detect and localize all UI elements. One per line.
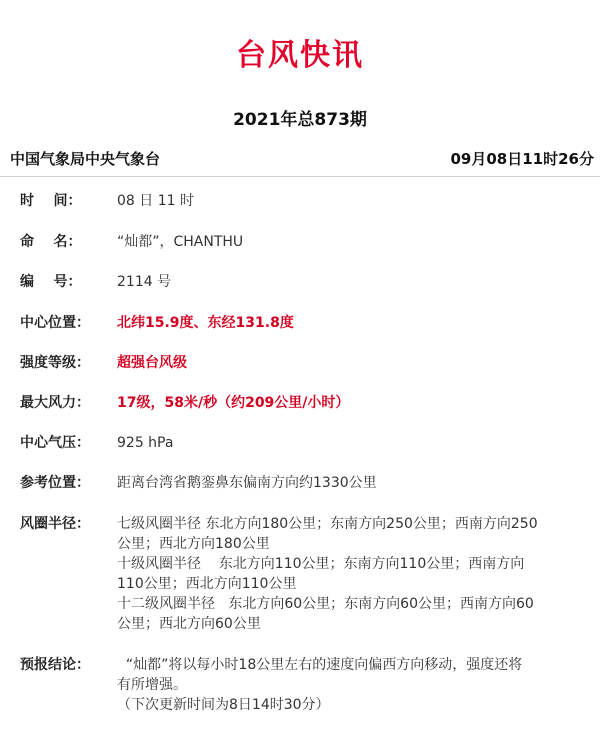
issue-number: 2021年总873期 — [233, 110, 367, 130]
field-value: 925 hPa — [117, 435, 174, 451]
field-value: 08 日 11 时 — [117, 193, 194, 209]
wind-radius-line: 十级风圈半径 东北方向110公里；东南方向110公里；西南方向 — [117, 556, 525, 572]
field-label: 强度等级： — [20, 355, 90, 371]
field-label: 预报结论： — [20, 657, 90, 673]
field-value — [117, 655, 590, 715]
agency-name: 中国气象局中央气象台 — [10, 150, 161, 168]
field-value: 17级，58米/秒（约209公里/小时） — [117, 395, 350, 411]
agency-row — [10, 148, 594, 172]
field-label: 命 名： — [20, 234, 82, 250]
field-label: 编 号： — [20, 274, 82, 290]
wind-radius-line: 110公里；西北方向110公里 — [117, 576, 297, 592]
field-value: “灿都”，CHANTHU — [117, 234, 244, 250]
field-value: 距离台湾省鹅銮鼻东偏南方向约1330公里 — [117, 475, 377, 491]
field-value — [117, 514, 590, 634]
bulletin-title: 台风快讯 — [236, 38, 364, 73]
field-label: 时 间： — [20, 193, 82, 209]
forecast-line: “灿都”将以每小时18公里左右的速度向偏西方向移动，强度还将 — [117, 657, 523, 673]
wind-radius-line: 公里；西北方向60公里 — [117, 616, 261, 632]
field-label: 最大风力： — [20, 395, 90, 411]
forecast-line: 有所增强。 — [117, 677, 187, 693]
field-label: 中心位置： — [20, 315, 90, 331]
field-label: 中心气压： — [20, 435, 90, 451]
field-label: 风圈半径： — [20, 516, 90, 532]
divider — [0, 176, 600, 177]
field-value: 北纬15.9度、东经131.8度 — [117, 315, 294, 331]
forecast-line: （下次更新时间为8日14时30分） — [117, 697, 330, 713]
field-value: 2114 号 — [117, 274, 172, 290]
field-label: 参考位置： — [20, 475, 90, 491]
field-value: 超强台风级 — [117, 355, 187, 371]
wind-radius-line: 公里；西北方向180公里 — [117, 536, 270, 552]
wind-radius-line: 七级风圈半径 东北方向180公里；东南方向250公里；西南方向250 — [117, 516, 538, 532]
issue-time: 09月08日11时26分 — [450, 150, 594, 168]
wind-radius-line: 十二级风圈半径 东北方向60公里；东南方向60公里；西南方向60 — [117, 596, 534, 612]
